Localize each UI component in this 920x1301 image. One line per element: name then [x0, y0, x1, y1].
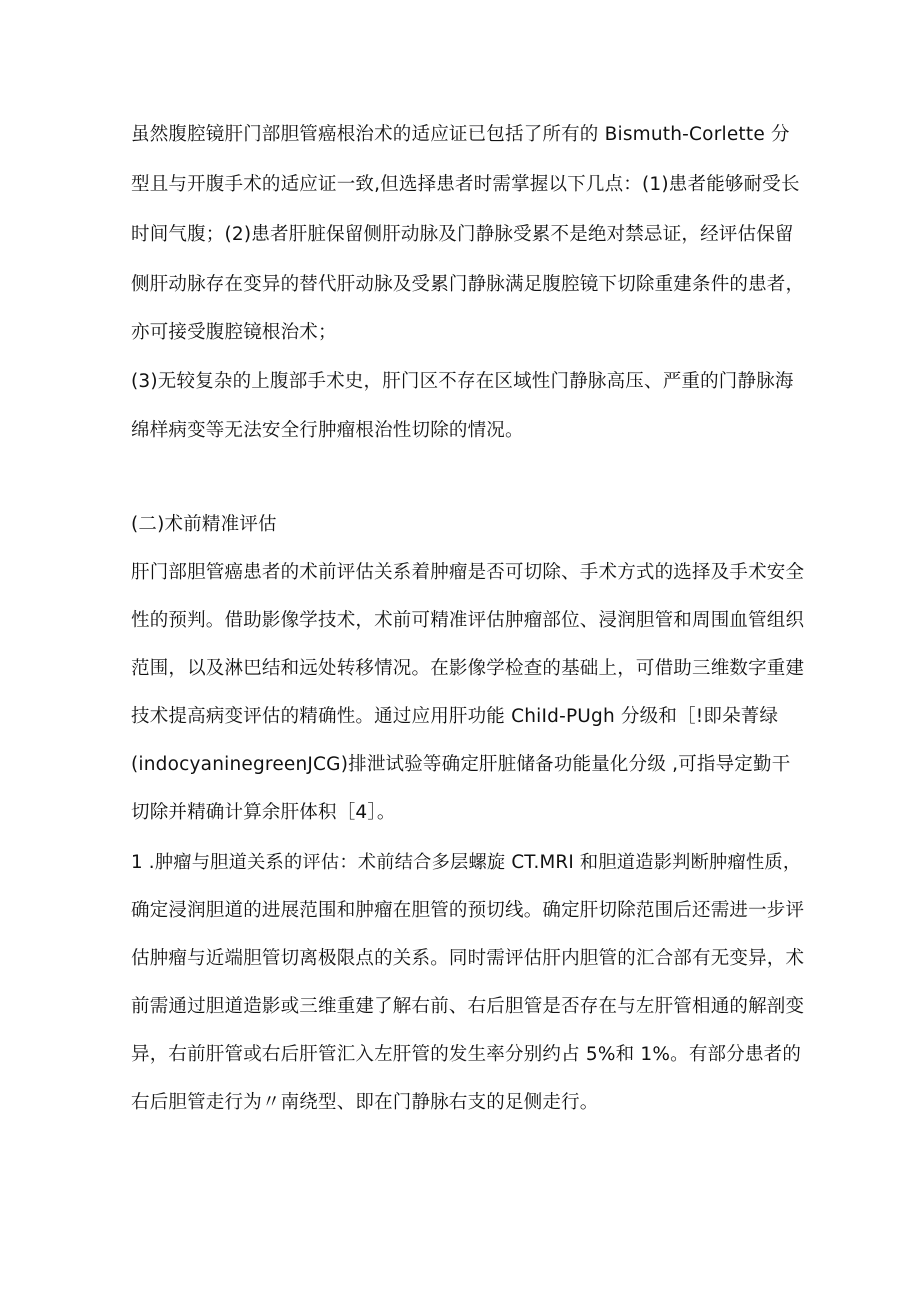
item-1-line-6: 右后胆管走行为〃南绕型、即在门静脉右支的足侧走行。: [131, 1092, 599, 1113]
intro-line-6: (3)无较复杂的上腹部手术史，肝门区不存在区域性门静脉高压、严重的门静脉海: [131, 371, 794, 392]
item-1-line-2: 确定浸润胆道的进展范围和肿瘤在胆管的预切线。确定肝切除范围后还需进一步评: [131, 900, 805, 921]
section-body-line-2: 性的预判。借助影像学技术，术前可精准评估肿瘤部位、浸润胆管和周围血管组织: [131, 610, 805, 631]
intro-line-1: 虽然腹腔镜肝门部胆管癌根治术的适应证已包括了所有的 Bismuth-Corlette 分: [131, 124, 790, 145]
intro-line-2: 型且与开腹手术的适应证一致,但选择患者时需掌握以下几点：(1)患者能够耐受长: [131, 174, 800, 195]
intro-line-5: 亦可接受腹腔镜根治术；: [131, 322, 337, 343]
section-body-line-4: 技术提高病变评估的精确性。通过应用肝功能 ChiId-PUgh 分级和［!即朵菁绿: [131, 706, 779, 727]
intro-line-4: 侧肝动脉存在变异的替代肝动脉及受累门静脉满足腹腔镜下切除重建条件的患者，: [131, 274, 805, 295]
section-body-line-1: 肝门部胆管癌患者的术前评估关系着肿瘤是否可切除、手术方式的选择及手术安全: [131, 562, 805, 583]
intro-line-3: 时间气腹；(2)患者肝脏保留侧肝动脉及门静脉受累不是绝对禁忌证，经评估保留: [131, 224, 794, 245]
item-1-line-4: 前需通过胆道造影或三维重建了解右前、右后胆管是否存在与左肝管相通的解剖变: [131, 996, 805, 1017]
section-body-line-6: 切除并精确计算余肝体积［4］。: [131, 802, 396, 823]
section-heading: (二)术前精准评估: [131, 514, 277, 535]
item-1-line-5: 异，右前肝管或右后肝管汇入左肝管的发生率分别约占 5%和 1%。有部分患者的: [131, 1044, 802, 1065]
section-body-line-5: (indocyaninegreenJCG)排泄试验等确定肝脏储备功能量化分级 ,可指导定勤干: [131, 754, 791, 775]
item-1-line-1: 1 .肿瘤与胆道关系的评估：术前结合多层螺旋 CT.MRI 和胆道造影判断肿瘤性质，: [131, 852, 802, 873]
intro-line-7: 绵样病变等无法安全行肿瘤根治性切除的情况。: [131, 420, 524, 441]
item-1-line-3: 估肿瘤与近端胆管切离极限点的关系。同时需评估肝内胆管的汇合部有无变异，术: [131, 948, 805, 969]
section-body-line-3: 范围，以及淋巴结和远处转移情况。在影像学检查的基础上，可借助三维数字重建: [131, 658, 805, 679]
